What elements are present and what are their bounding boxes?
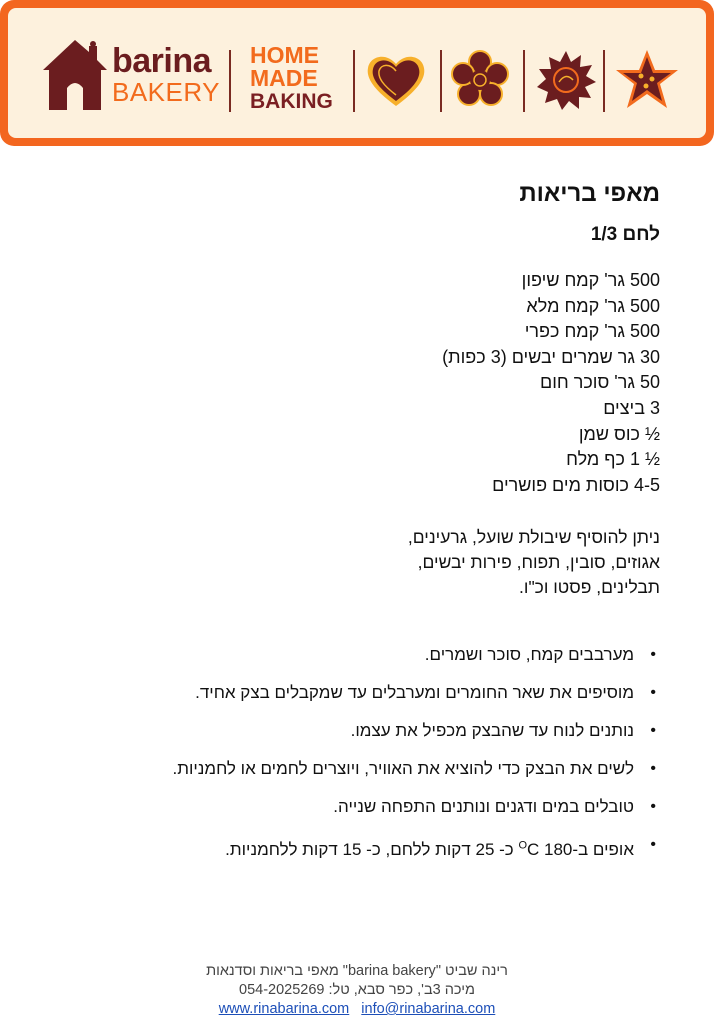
heart-cookie-icon: [364, 48, 428, 112]
tagline: [250, 44, 333, 113]
step-text: טובלים במים ודגנים ונותנים התפחה שנייה.: [333, 797, 634, 816]
footer-line-1: רינה שביט "barina bakery" מאפי בריאות וסדנאות: [206, 963, 508, 979]
ingredient-item: 500 גר' קמח מלא: [526, 295, 660, 316]
instructions-list: [30, 642, 660, 870]
instruction-step: [30, 718, 660, 756]
divider: [353, 50, 355, 112]
ingredient-item: 4-5 כוסות מים פושרים: [492, 474, 660, 495]
instruction-step: [30, 794, 660, 832]
divider: [603, 50, 605, 112]
brand-subname: BAKERY: [112, 77, 221, 107]
flower-cookie-icon: [448, 48, 512, 112]
recipe-subtitle: לחם 1/3: [590, 224, 660, 245]
website-link[interactable]: www.rinabarina.com: [218, 1001, 350, 1017]
ingredient-item: 500 גר' קמח שיפון: [521, 270, 660, 290]
step-text: לשים את הבצק כדי להוציא את האוויר, ויוצרים לחמים או לחמניות.: [172, 759, 634, 778]
ingredient-item: ½ כוס שמן: [578, 423, 660, 444]
note-line: אגוזים, סובין, תפוח, פירות יבשים,: [417, 552, 660, 572]
recipe-title: מאפי בריאות: [519, 180, 660, 207]
note-line: תבלינים, פסטו וכ"ו.: [519, 577, 660, 597]
brand-name: barina: [112, 42, 212, 80]
email-link[interactable]: info@rinabarina.com: [361, 1001, 496, 1017]
footer-line-2: מיכה 3ב', כפר סבא, טל: 054-2025269: [239, 982, 475, 998]
degree-mark: O: [518, 839, 527, 851]
ingredient-item: 50 גר' סוכר חום: [540, 372, 660, 393]
ingredient-item: 500 גר' קמח כפרי: [524, 321, 660, 342]
instruction-step: [30, 832, 660, 870]
footer: [0, 962, 714, 1019]
footer-links: [0, 1000, 714, 1019]
instruction-step: [30, 642, 660, 680]
tagline-line-3: BAKING: [250, 90, 333, 113]
star-cookie-icon: [612, 48, 682, 112]
ingredients-list: [30, 268, 660, 498]
bullet-icon: •: [650, 798, 656, 815]
step-6-prefix: אופים ב-: [572, 839, 634, 859]
step-text: [225, 840, 634, 859]
house-logo-icon: [41, 38, 109, 112]
instruction-step: [30, 756, 660, 794]
divider: [523, 50, 525, 112]
step-6-suffix: C 180 כ- 25 דקות ללחם, כ- 15 דקות ללחמניות.: [225, 839, 573, 859]
ingredient-item: ½ 1 כף מלח: [566, 449, 660, 470]
step-text: מערבבים קמח, סוכר ושמרים.: [424, 645, 634, 664]
sun-cookie-icon: [534, 48, 598, 112]
instruction-step: [30, 680, 660, 718]
bullet-icon: •: [650, 760, 656, 777]
step-text: מוסיפים את שאר החומרים ומערבלים עד שמקבלים בצק אחיד.: [195, 683, 634, 702]
additions-note: [30, 525, 660, 600]
tagline-line-1: HOME: [250, 42, 319, 68]
bullet-icon: •: [650, 836, 656, 853]
tagline-line-2: MADE: [250, 65, 318, 91]
bullet-icon: •: [650, 646, 656, 663]
header-banner: [0, 0, 714, 146]
step-text: נותנים לנוח עד שהבצק מכפיל את עצמו.: [350, 721, 634, 740]
divider: [440, 50, 442, 112]
bullet-icon: •: [650, 722, 656, 739]
divider: [229, 50, 231, 112]
ingredient-item: 3 ביצים: [603, 397, 660, 418]
bullet-icon: •: [650, 684, 656, 701]
note-line: ניתן להוסיף שיבולת שועל, גרעינים,: [407, 527, 660, 547]
header-panel: [8, 8, 706, 138]
ingredient-item: 30 גר שמרים יבשים (3 כפות): [442, 346, 660, 367]
